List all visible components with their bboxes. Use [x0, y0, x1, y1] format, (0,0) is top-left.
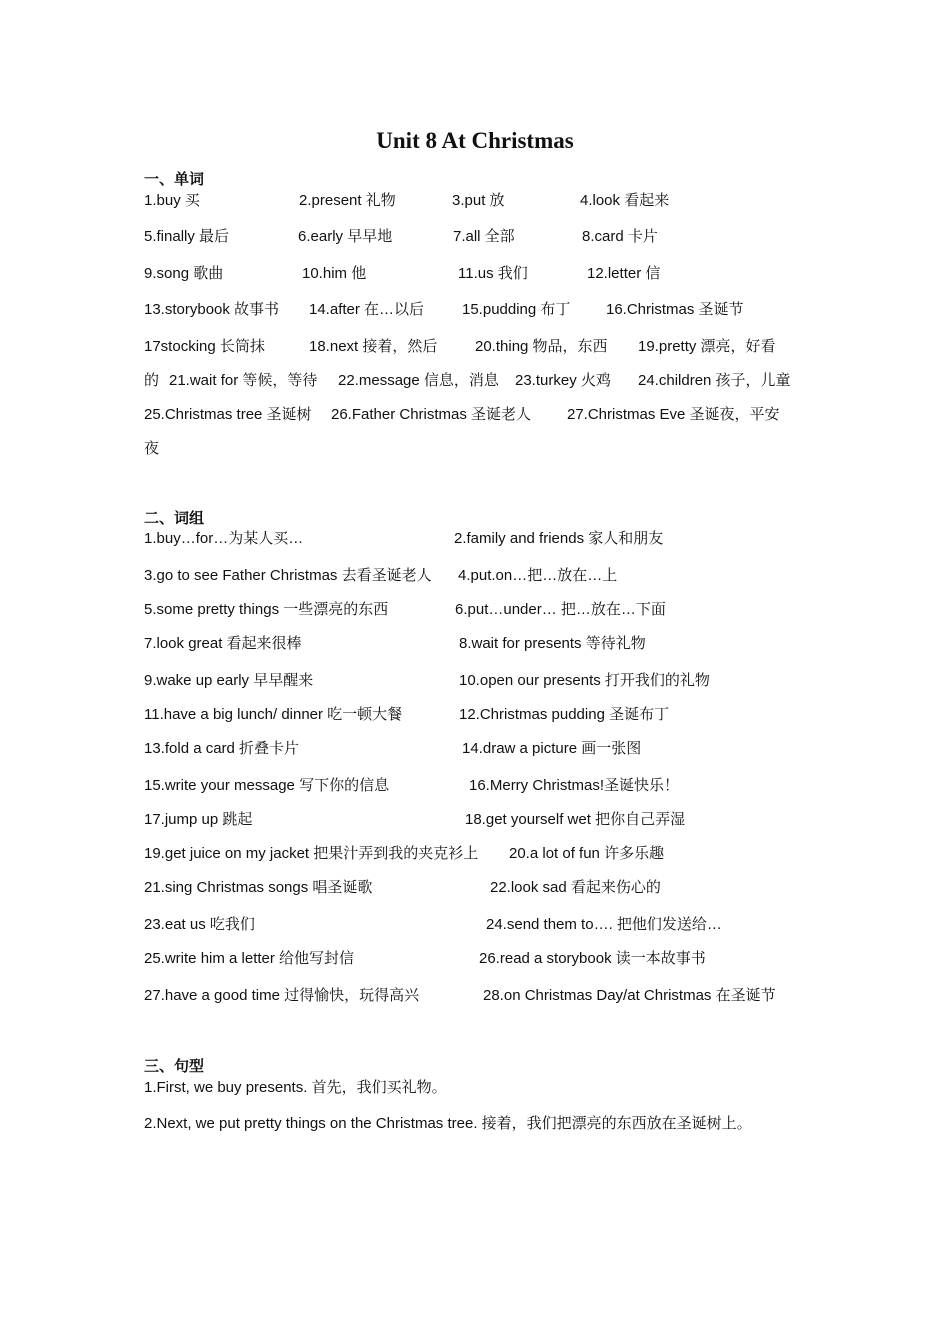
phrase-item: 16.Merry Christmas!圣诞快乐！ — [469, 777, 680, 794]
phrase-item: 15.write your message 写下你的信息 — [144, 777, 390, 794]
word-item: 的 — [144, 372, 160, 389]
phrase-item: 12.Christmas pudding 圣诞布丁 — [459, 706, 670, 723]
word-item: 13.storybook 故事书 — [144, 301, 280, 318]
phrase-item: 22.look sad 看起来伤心的 — [490, 879, 661, 896]
section-heading-phrases: 二、词组 — [144, 509, 205, 527]
word-item: 14.after 在…以后 — [309, 301, 425, 318]
word-item: 11.us 我们 — [458, 265, 528, 282]
word-item: 6.early 早早地 — [298, 228, 393, 245]
word-item: 4.look 看起来 — [580, 192, 670, 209]
word-item: 2.present 礼物 — [299, 192, 396, 209]
word-item: 1.buy 买 — [144, 192, 200, 209]
word-item: 9.song 歌曲 — [144, 265, 224, 282]
phrase-item: 9.wake up early 早早醒来 — [144, 672, 314, 689]
word-item: 18.next 接着，然后 — [309, 338, 438, 355]
word-item: 23.turkey 火鸡 — [515, 372, 611, 389]
word-item: 26.Father Christmas 圣诞老人 — [331, 406, 532, 423]
phrase-item: 21.sing Christmas songs 唱圣诞歌 — [144, 879, 373, 896]
phrase-item: 10.open our presents 打开我们的礼物 — [459, 672, 710, 689]
phrase-item: 4.put.on…把…放在…上 — [458, 567, 618, 584]
phrase-item: 26.read a storybook 读一本故事书 — [479, 950, 706, 967]
word-item: 22.message 信息，消息 — [338, 372, 499, 389]
phrase-item: 2.family and friends 家人和朋友 — [454, 530, 664, 547]
phrase-item: 28.on Christmas Day/at Christmas 在圣诞节 — [483, 987, 776, 1004]
word-item: 25.Christmas tree 圣诞树 — [144, 406, 312, 423]
word-item: 8.card 卡片 — [582, 228, 658, 245]
phrase-item: 13.fold a card 折叠卡片 — [144, 740, 300, 757]
word-item: 夜 — [144, 440, 160, 457]
sentence-item: 2.Next, we put pretty things on the Christmas tree. 接着，我们把漂亮的东西放在圣诞树上。 — [144, 1115, 752, 1132]
phrase-item: 18.get yourself wet 把你自己弄湿 — [465, 811, 686, 828]
word-item: 21.wait for 等候，等待 — [169, 372, 318, 389]
word-item: 5.finally 最后 — [144, 228, 230, 245]
phrase-item: 14.draw a picture 画一张图 — [462, 740, 642, 757]
phrase-item: 1.buy…for…为某人买… — [144, 530, 304, 547]
sentence-item: 1.First, we buy presents. 首先，我们买礼物。 — [144, 1079, 447, 1096]
word-item: 3.put 放 — [452, 192, 505, 209]
section-heading-sentences: 三、句型 — [144, 1057, 205, 1075]
phrase-item: 8.wait for presents 等待礼物 — [459, 635, 646, 652]
word-item: 16.Christmas 圣诞节 — [606, 301, 744, 318]
word-item: 24.children 孩子，儿童 — [638, 372, 791, 389]
phrase-item: 6.put…under… 把…放在…下面 — [455, 601, 666, 618]
word-item: 7.all 全部 — [453, 228, 515, 245]
phrase-item: 17.jump up 跳起 — [144, 811, 253, 828]
word-item: 27.Christmas Eve 圣诞夜，平安 — [567, 406, 780, 423]
page-title: Unit 8 At Christmas — [376, 128, 574, 153]
phrase-item: 7.look great 看起来很棒 — [144, 635, 302, 652]
phrase-item: 27.have a good time 过得愉快，玩得高兴 — [144, 987, 420, 1004]
word-item: 15.pudding 布丁 — [462, 301, 571, 318]
phrase-item: 24.send them to…. 把他们发送给… — [486, 916, 722, 933]
section-heading-words: 一、单词 — [144, 170, 205, 188]
phrase-item: 23.eat us 吃我们 — [144, 916, 255, 933]
phrase-item: 20.a lot of fun 许多乐趣 — [509, 845, 665, 862]
phrase-item: 3.go to see Father Christmas 去看圣诞老人 — [144, 567, 432, 584]
phrase-item: 11.have a big lunch/ dinner 吃一顿大餐 — [144, 706, 403, 723]
phrase-item: 5.some pretty things 一些漂亮的东西 — [144, 601, 389, 618]
word-item: 12.letter 信 — [587, 265, 661, 282]
phrase-item: 19.get juice on my jacket 把果汁弄到我的夹克衫上 — [144, 845, 479, 862]
word-item: 20.thing 物品，东西 — [475, 338, 608, 355]
phrase-item: 25.write him a letter 给他写封信 — [144, 950, 355, 967]
word-item: 17stocking 长筒抹 — [144, 338, 265, 355]
word-item: 19.pretty 漂亮，好看 — [638, 338, 776, 355]
word-item: 10.him 他 — [302, 265, 367, 282]
